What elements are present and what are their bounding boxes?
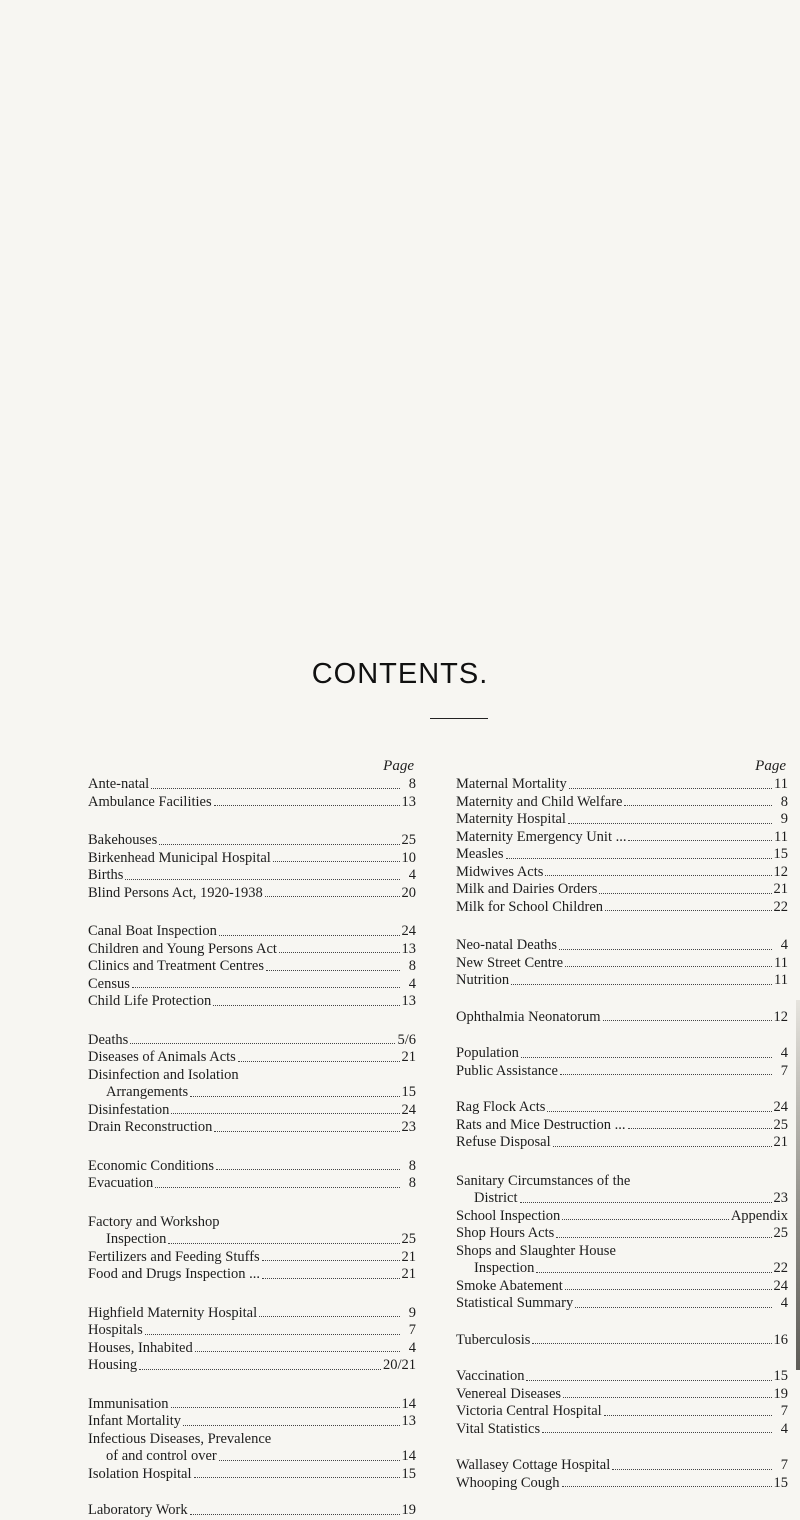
entry-group <box>88 832 416 902</box>
dot-leader <box>624 805 772 806</box>
index-entry <box>88 1340 416 1358</box>
group-spacer <box>88 1284 416 1305</box>
dot-leader <box>563 1397 771 1398</box>
dot-leader <box>628 840 772 841</box>
index-entry <box>456 846 788 864</box>
entry-title: Maternity and Child Welfare <box>456 793 623 810</box>
page-number: 21 <box>401 1266 416 1282</box>
entry-group <box>456 1009 788 1027</box>
entry-title: Infant Mortality <box>88 1413 182 1429</box>
entry-title: Isolation Hospital <box>88 1465 192 1482</box>
index-entry <box>456 1295 788 1313</box>
index-entry <box>88 1266 416 1284</box>
dot-leader <box>542 1432 772 1433</box>
entry-title: Children and Young Persons Act <box>88 940 277 957</box>
dot-leader <box>506 858 772 859</box>
entry-group <box>456 1457 788 1492</box>
entry-title: New Street Centre <box>456 954 564 971</box>
page-number: 12 <box>773 863 788 880</box>
entry-group <box>88 1305 416 1375</box>
page-number: 11 <box>774 954 788 971</box>
entry-title: Drain Reconstruction <box>88 1119 213 1135</box>
page-column-header: Page <box>383 758 414 774</box>
page-number: 15 <box>773 846 788 862</box>
index-entry <box>88 941 416 959</box>
entry-title: Rats and Mice Destruction ... <box>456 1116 626 1133</box>
index-entry <box>456 794 788 812</box>
index-entry <box>456 1368 788 1386</box>
dot-leader <box>273 861 400 862</box>
index-entry <box>88 993 416 1011</box>
entry-title: Measles <box>456 846 504 862</box>
group-spacer <box>456 990 788 1009</box>
entry-group <box>88 776 416 811</box>
dot-leader <box>266 970 400 971</box>
entry-title: Nutrition <box>456 972 510 988</box>
index-entry <box>88 867 416 885</box>
dot-leader <box>190 1096 399 1097</box>
index-entry <box>88 832 416 850</box>
page-number: 11 <box>774 972 788 988</box>
entry-group <box>88 1214 416 1284</box>
dot-leader <box>553 1146 772 1147</box>
entry-title: School Inspection <box>456 1207 561 1224</box>
page-number: 15 <box>401 1465 416 1482</box>
entry-title: Maternity Emergency Unit ... <box>456 828 627 845</box>
dot-leader <box>238 1061 400 1062</box>
entry-title: Births <box>88 867 124 883</box>
page-number: 21 <box>773 881 788 897</box>
dot-leader <box>556 1237 771 1238</box>
page-number: 11 <box>774 776 788 792</box>
entry-title: Evacuation <box>88 1175 154 1191</box>
entry-group <box>88 1158 416 1193</box>
page-number: 13 <box>401 793 416 810</box>
index-entry <box>88 1249 416 1267</box>
index-entry <box>88 976 416 994</box>
dot-leader <box>559 949 772 950</box>
dot-leader <box>547 1111 771 1112</box>
title-divider <box>430 718 488 719</box>
dot-leader <box>151 788 400 789</box>
entry-group <box>456 776 788 916</box>
page-number: 9 <box>780 811 788 827</box>
dot-leader <box>526 1380 771 1381</box>
index-entry <box>88 1305 416 1323</box>
index-entry <box>88 1431 416 1466</box>
page-number: 8 <box>408 958 416 974</box>
index-entry <box>456 1099 788 1117</box>
dot-leader <box>568 823 772 824</box>
index-entry <box>456 937 788 955</box>
index-entry <box>88 1214 416 1249</box>
entry-group <box>456 1099 788 1152</box>
entry-title: Vital Statistics <box>456 1420 541 1437</box>
entry-group <box>456 1368 788 1438</box>
index-entry <box>88 850 416 868</box>
group-spacer <box>88 1193 416 1214</box>
group-spacer <box>88 1137 416 1158</box>
entry-title: Victoria Central Hospital <box>456 1403 602 1419</box>
page-title: CONTENTS. <box>311 658 489 690</box>
group-spacer <box>456 1026 788 1045</box>
entry-title: Maternal Mortality <box>456 776 567 792</box>
index-entry <box>456 1243 788 1278</box>
entry-title: Clinics and Treatment Centres <box>88 958 264 974</box>
index-entry <box>88 1322 416 1340</box>
index-entry <box>456 1063 788 1081</box>
entry-title: District <box>474 1190 518 1206</box>
page-number: 8 <box>780 793 788 810</box>
entry-title: Economic Conditions <box>88 1157 215 1174</box>
dot-leader <box>565 966 772 967</box>
index-entry <box>456 1134 788 1152</box>
dot-leader <box>168 1243 399 1244</box>
page-number: 25 <box>773 1116 788 1133</box>
entry-title: Deaths <box>88 1031 129 1048</box>
entry-title: Whooping Cough <box>456 1474 560 1491</box>
group-spacer <box>456 1152 788 1173</box>
page-number: 19 <box>773 1385 788 1402</box>
dot-leader <box>145 1334 400 1335</box>
entry-title: Census <box>88 975 130 992</box>
page-number: 5/6 <box>397 1031 416 1048</box>
dot-leader <box>536 1272 771 1273</box>
index-entry <box>456 811 788 829</box>
index-entry <box>88 1502 416 1520</box>
index-entry <box>88 1102 416 1120</box>
dot-leader <box>139 1369 381 1370</box>
dot-leader <box>190 1514 400 1515</box>
dot-leader <box>605 910 771 911</box>
entry-title-line: Infectious Diseases, Prevalence <box>88 1430 272 1447</box>
dot-leader <box>603 1020 772 1021</box>
index-entry <box>88 1396 416 1414</box>
index-entry <box>88 1357 416 1375</box>
index-entry <box>456 1208 788 1226</box>
page-number: 4 <box>780 1420 788 1437</box>
entry-title: Ophthalmia Neonatorum <box>456 1008 601 1025</box>
page-number: 25 <box>401 832 416 848</box>
entry-title: Statistical Summary <box>456 1295 574 1311</box>
entry-title: Wallasey Cottage Hospital <box>456 1457 611 1473</box>
dot-leader <box>599 893 771 894</box>
group-spacer <box>88 1011 416 1032</box>
dot-leader <box>262 1278 400 1279</box>
entry-title: Tuberculosis <box>456 1331 531 1348</box>
group-spacer <box>456 1349 788 1368</box>
entry-title: Ante-natal <box>88 776 150 792</box>
entry-title: of and control over <box>106 1448 217 1464</box>
index-entry <box>88 794 416 812</box>
page-number: 13 <box>401 1413 416 1429</box>
entry-title-line: Disinfection and Isolation <box>88 1066 239 1083</box>
group-spacer <box>456 1313 788 1332</box>
dot-leader <box>214 805 400 806</box>
page-number: 9 <box>408 1304 416 1321</box>
entry-title: Ambulance Facilities <box>88 793 212 810</box>
entry-title: Houses, Inhabited <box>88 1339 193 1356</box>
index-entry <box>88 885 416 903</box>
page-number: Appendix <box>730 1207 788 1224</box>
index-entry <box>456 1457 788 1475</box>
index-entry <box>456 1421 788 1439</box>
page-number: 22 <box>773 1260 788 1276</box>
entry-group <box>456 1332 788 1350</box>
dot-leader <box>159 844 399 845</box>
entry-title: Inspection <box>106 1231 167 1247</box>
index-entry <box>88 1032 416 1050</box>
dot-leader <box>279 952 400 953</box>
page-number: 4 <box>780 1045 788 1061</box>
index-entry <box>456 972 788 990</box>
index-entry <box>88 1413 416 1431</box>
page-number: 21 <box>401 1248 416 1265</box>
contents-column-left <box>88 757 416 1520</box>
index-entry <box>88 1119 416 1137</box>
index-entry <box>456 864 788 882</box>
entry-group <box>88 923 416 1011</box>
page-number: 4 <box>408 867 416 883</box>
page-number: 25 <box>401 1231 416 1247</box>
entry-title: Venereal Diseases <box>456 1385 562 1402</box>
index-entry <box>456 1173 788 1208</box>
entry-group <box>456 1173 788 1313</box>
dot-leader <box>132 987 400 988</box>
dot-leader <box>575 1307 772 1308</box>
entry-title: Highfield Maternity Hospital <box>88 1304 258 1321</box>
page-number: 24 <box>401 1101 416 1118</box>
dot-leader <box>262 1260 400 1261</box>
entry-title: Housing <box>88 1357 138 1373</box>
entry-title: Laboratory Work <box>88 1502 188 1518</box>
page-number: 8 <box>408 1157 416 1174</box>
group-spacer <box>88 811 416 832</box>
index-entry <box>456 1117 788 1135</box>
entry-title: Milk and Dairies Orders <box>456 881 598 897</box>
entry-title-line: Factory and Workshop <box>88 1213 220 1230</box>
group-spacer <box>456 916 788 937</box>
page-number: 7 <box>780 1403 788 1419</box>
index-entry <box>88 776 416 794</box>
index-entry <box>456 1225 788 1243</box>
page-number: 22 <box>773 898 788 915</box>
index-entry <box>88 1049 416 1067</box>
entry-group <box>456 937 788 990</box>
dot-leader <box>171 1113 399 1114</box>
entry-title-line: Shops and Slaughter House <box>456 1242 616 1259</box>
page-number: 7 <box>408 1322 416 1338</box>
page-number: 24 <box>773 1277 788 1294</box>
index-entry <box>456 1332 788 1350</box>
dot-leader <box>259 1316 400 1317</box>
entry-group <box>88 1032 416 1137</box>
entry-group <box>88 1396 416 1484</box>
page-number: 10 <box>401 849 416 866</box>
dot-leader <box>265 896 400 897</box>
entry-title: Immunisation <box>88 1395 169 1412</box>
entry-title-line: Sanitary Circumstances of the <box>456 1172 631 1189</box>
group-spacer <box>88 1375 416 1396</box>
page-column-header: Page <box>755 758 786 774</box>
page-number: 12 <box>773 1008 788 1025</box>
index-entry <box>456 1475 788 1493</box>
entry-title: Refuse Disposal <box>456 1134 551 1150</box>
dot-leader <box>125 879 400 880</box>
page-number: 13 <box>401 940 416 957</box>
entry-title: Food and Drugs Inspection ... <box>88 1266 260 1282</box>
index-entry <box>456 1045 788 1063</box>
entry-title: Birkenhead Municipal Hospital <box>88 849 271 866</box>
entry-title: Bakehouses <box>88 832 158 848</box>
page-number: 4 <box>408 1339 416 1356</box>
entry-title: Hospitals <box>88 1322 143 1338</box>
entry-title: Population <box>456 1045 519 1061</box>
dot-leader <box>511 984 772 985</box>
page-number: 15 <box>773 1368 788 1384</box>
dot-leader <box>214 1131 399 1132</box>
group-spacer <box>88 1483 416 1502</box>
entry-title: Canal Boat Inspection <box>88 923 217 939</box>
entry-title: Disinfestation <box>88 1101 170 1118</box>
index-entry <box>88 1067 416 1102</box>
index-entry <box>456 899 788 917</box>
index-entry <box>88 1466 416 1484</box>
group-spacer <box>88 902 416 923</box>
index-entry <box>456 1009 788 1027</box>
page-number: 4 <box>780 1295 788 1311</box>
index-entry <box>456 1403 788 1421</box>
page-number: 21 <box>401 1049 416 1065</box>
contents-column-right <box>456 757 788 1492</box>
group-spacer <box>456 1438 788 1457</box>
index-entry <box>88 1158 416 1176</box>
dot-leader <box>171 1407 400 1408</box>
page-number: 23 <box>773 1190 788 1206</box>
dot-leader <box>545 875 771 876</box>
page-number: 24 <box>773 1099 788 1115</box>
dot-leader <box>562 1219 729 1220</box>
page-number: 4 <box>408 975 416 992</box>
dot-leader <box>604 1415 772 1416</box>
page-number: 7 <box>780 1457 788 1473</box>
dot-leader <box>183 1425 399 1426</box>
page-number: 23 <box>401 1119 416 1135</box>
index-entry <box>456 1278 788 1296</box>
entry-title: Public Assistance <box>456 1062 558 1079</box>
entry-title: Milk for School Children <box>456 898 604 915</box>
dot-leader <box>565 1289 772 1290</box>
page-number: 20/21 <box>382 1357 416 1373</box>
dot-leader <box>194 1477 400 1478</box>
entry-title: Fertilizers and Feeding Stuffs <box>88 1248 260 1265</box>
page-number: 16 <box>773 1331 788 1348</box>
dot-leader <box>130 1043 395 1044</box>
dot-leader <box>213 1005 399 1006</box>
entry-title: Rag Flock Acts <box>456 1099 546 1115</box>
page-number: 13 <box>401 993 416 1009</box>
page-number: 4 <box>780 937 788 953</box>
page-number: 25 <box>773 1225 788 1241</box>
dot-leader <box>569 788 772 789</box>
dot-leader <box>219 1460 400 1461</box>
entry-title: Midwives Acts <box>456 863 544 880</box>
index-entry <box>456 881 788 899</box>
dot-leader <box>155 1187 400 1188</box>
dot-leader <box>562 1486 772 1487</box>
group-spacer <box>456 1080 788 1099</box>
page-number: 14 <box>401 1395 416 1412</box>
page-number: 21 <box>773 1134 788 1150</box>
dot-leader <box>195 1351 400 1352</box>
dot-leader <box>219 935 400 936</box>
entry-title: Shop Hours Acts <box>456 1225 555 1241</box>
entry-group <box>88 1502 416 1520</box>
dot-leader <box>521 1057 772 1058</box>
page-number: 8 <box>408 776 416 792</box>
entry-list <box>88 776 416 1520</box>
entry-list <box>456 776 788 1492</box>
dot-leader <box>520 1202 772 1203</box>
index-entry <box>456 776 788 794</box>
page-number: 15 <box>401 1084 416 1100</box>
entry-title: Diseases of Animals Acts <box>88 1049 236 1065</box>
index-entry <box>88 1175 416 1193</box>
entry-title: Child Life Protection <box>88 993 212 1009</box>
dot-leader <box>612 1469 772 1470</box>
page-number: 20 <box>401 884 416 901</box>
page-number: 15 <box>773 1474 788 1491</box>
entry-title: Smoke Abatement <box>456 1277 563 1294</box>
dot-leader <box>560 1074 772 1075</box>
entry-title: Blind Persons Act, 1920-1938 <box>88 884 263 901</box>
index-entry <box>88 923 416 941</box>
dot-leader <box>532 1343 771 1344</box>
index-entry <box>456 829 788 847</box>
entry-group <box>456 1045 788 1080</box>
dot-leader <box>628 1128 772 1129</box>
index-entry <box>88 958 416 976</box>
page-number: 8 <box>408 1175 416 1191</box>
entry-title: Inspection <box>474 1260 535 1276</box>
index-entry <box>456 1386 788 1404</box>
page-number: 11 <box>774 828 788 845</box>
dot-leader <box>216 1169 400 1170</box>
entry-title: Maternity Hospital <box>456 811 566 827</box>
page-number: 7 <box>780 1062 788 1079</box>
entry-title: Arrangements <box>106 1084 189 1100</box>
page-number: 14 <box>401 1448 416 1464</box>
entry-title: Vaccination <box>456 1368 525 1384</box>
page-number: 19 <box>401 1502 416 1518</box>
page-edge-shadow <box>796 1000 800 1370</box>
entry-title: Neo-natal Deaths <box>456 937 558 953</box>
index-entry <box>456 955 788 973</box>
page-number: 24 <box>401 923 416 939</box>
